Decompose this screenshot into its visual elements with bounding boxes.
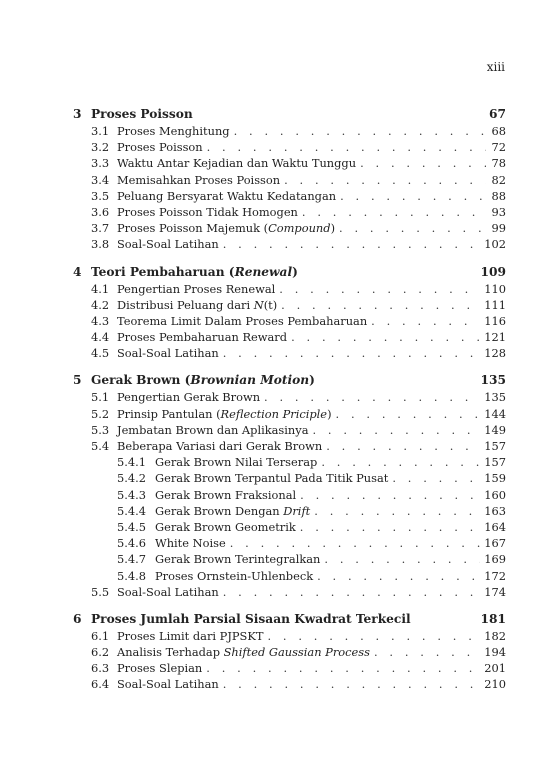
leader-dots	[324, 552, 480, 566]
entry-number: 6.3	[91, 661, 110, 676]
entry-number: 3.6	[91, 204, 110, 219]
chapter-block	[73, 107, 506, 254]
entry-title: Gerak Brown Nilai Terserap	[155, 455, 318, 470]
section-entry[interactable]	[91, 330, 506, 346]
entry-page: 160	[484, 487, 506, 502]
chapter-title-italic: Brownian Motion	[190, 373, 310, 388]
leader-dots	[234, 124, 486, 138]
chapter-title: Gerak Brown (Brownian Motion)	[91, 373, 315, 388]
section-entry[interactable]	[91, 156, 506, 172]
entry-title: Prinsip Pantulan (Reflection Priciple)	[117, 406, 332, 421]
leader-dots	[206, 661, 480, 675]
entry-number: 3.2	[91, 140, 110, 155]
section-entry[interactable]	[91, 677, 506, 693]
entry-page: 149	[484, 422, 506, 437]
section-entry[interactable]	[91, 585, 506, 601]
entry-title: Proses Pembaharuan Reward	[117, 330, 288, 345]
entry-page: 93	[491, 204, 506, 219]
entry-title: Peluang Bersyarat Waktu Kedatangan	[117, 188, 337, 203]
entry-number: 5.4.6	[117, 536, 146, 551]
chapter-gap	[73, 254, 506, 265]
entry-number: 5.4.8	[117, 568, 146, 583]
section-entry[interactable]	[91, 221, 506, 237]
leader-dots	[360, 156, 486, 170]
entry-page: 172	[484, 568, 506, 583]
entry-number: 5.4.3	[117, 487, 146, 502]
entry-page: 88	[491, 188, 506, 203]
entry-title: Beberapa Variasi dari Gerak Brown	[117, 439, 323, 453]
leader-dots	[317, 569, 480, 583]
leader-dots	[321, 455, 480, 469]
entry-page: 99	[491, 221, 506, 236]
leader-dots	[302, 205, 486, 219]
entry-title-italic: Shifted Gaussian Process	[223, 645, 370, 660]
chapter-title-italic: Renewal	[234, 264, 293, 279]
section-entry[interactable]	[91, 173, 506, 189]
entry-title: Soal-Soal Latihan	[117, 346, 219, 361]
leader-dots	[371, 314, 480, 328]
entry-title: Soal-Soal Latihan	[117, 237, 219, 252]
section-entry[interactable]	[91, 346, 506, 362]
section-entry[interactable]	[91, 439, 506, 455]
entry-page: 72	[491, 140, 506, 155]
entry-title: Jembatan Brown dan Aplikasinya	[117, 422, 309, 437]
leader-dots	[300, 488, 480, 502]
leader-dots	[312, 423, 480, 437]
section-entry[interactable]	[91, 423, 506, 439]
entry-title: Soal-Soal Latihan	[117, 677, 219, 692]
chapter-heading[interactable]	[73, 612, 506, 629]
leader-dots	[223, 585, 481, 599]
leader-dots	[267, 629, 480, 643]
chapter-gap	[73, 362, 506, 373]
section-entry[interactable]	[91, 645, 506, 661]
entry-number: 5.2	[91, 406, 110, 421]
entry-title: Soal-Soal Latihan	[117, 584, 219, 599]
section-entry[interactable]	[91, 124, 506, 140]
entry-number: 5.5	[91, 584, 110, 599]
chapter-heading[interactable]	[73, 373, 506, 390]
entry-title: White Noise	[155, 536, 226, 551]
leader-dots	[281, 298, 480, 312]
subsection-entry[interactable]	[91, 520, 506, 536]
subsection-entry[interactable]	[91, 504, 506, 520]
table-of-contents	[73, 107, 506, 694]
entry-number: 5.1	[91, 390, 110, 405]
entry-page: 128	[484, 346, 506, 361]
entry-number: 5.4.1	[117, 455, 146, 470]
entry-title: Proses Menghitung	[117, 124, 230, 138]
leader-dots	[392, 471, 480, 485]
entry-title: Gerak Brown Dengan Drift	[155, 503, 311, 518]
section-entry[interactable]	[91, 237, 506, 253]
leader-dots	[264, 390, 480, 404]
leader-dots	[336, 407, 481, 421]
entry-title-italic: Drift	[283, 503, 311, 518]
entry-page: 144	[484, 406, 506, 421]
section-entry[interactable]	[91, 407, 506, 423]
entry-title: Proses Poisson Majemuk (Compound)	[117, 221, 336, 236]
chapter-page: 135	[480, 373, 506, 388]
section-entry[interactable]	[91, 189, 506, 205]
entry-title: Distribusi Peluang dari N(t)	[117, 297, 278, 312]
entry-page: 78	[491, 156, 506, 171]
chapter-page: 67	[489, 107, 506, 121]
entry-number: 5.4.4	[117, 503, 146, 518]
leader-dots	[291, 330, 480, 344]
leader-dots	[223, 346, 481, 360]
entry-number: 5.3	[91, 422, 110, 437]
chapter-title: Teori Pembaharuan (Renewal)	[91, 264, 298, 279]
chapter-number: 6	[73, 611, 82, 626]
entry-title: Proses Poisson	[117, 140, 203, 155]
entry-title: Memisahkan Proses Poisson	[117, 172, 281, 187]
chapter-entries	[73, 390, 506, 600]
chapter-page: 109	[480, 264, 506, 279]
entry-number: 3.4	[91, 172, 110, 187]
subsection-entry[interactable]	[91, 552, 506, 568]
leader-dots	[207, 140, 486, 154]
entry-number: 4.2	[91, 297, 110, 312]
section-entry[interactable]	[91, 661, 506, 677]
section-entry[interactable]	[91, 140, 506, 156]
chapter-block	[73, 265, 506, 363]
entry-page: 169	[484, 552, 506, 567]
chapter-gap	[73, 601, 506, 612]
entry-page: 163	[484, 503, 506, 518]
entry-title: Gerak Brown Geometrik	[155, 519, 296, 534]
entry-title-italic: Reflection Priciple	[220, 406, 328, 421]
entry-page: 201	[484, 661, 506, 676]
leader-dots	[340, 189, 486, 203]
leader-dots	[223, 237, 481, 251]
chapter-block	[73, 373, 506, 600]
entry-number: 4.4	[91, 330, 110, 345]
entry-page: 164	[484, 519, 506, 534]
chapter-title: Proses Jumlah Parsial Sisaan Kwadrat Terkecil	[91, 611, 411, 626]
entry-title: Pengertian Proses Renewal	[117, 281, 276, 296]
leader-dots	[326, 439, 480, 453]
subsection-entry[interactable]	[91, 536, 506, 552]
section-entry[interactable]	[91, 390, 506, 406]
chapter-number: 4	[73, 264, 82, 279]
entry-page: 68	[491, 124, 506, 138]
entry-number: 5.4	[91, 439, 110, 453]
leader-dots	[230, 536, 481, 550]
chapter-page: 181	[480, 611, 506, 626]
chapter-heading[interactable]	[73, 107, 506, 124]
chapter-entries	[73, 282, 506, 363]
entry-number: 5.4.2	[117, 471, 146, 486]
entry-title-italic: N	[253, 297, 264, 312]
entry-page: 167	[484, 536, 506, 551]
chapter-entries	[73, 629, 506, 694]
leader-dots	[374, 645, 480, 659]
entry-number: 6.4	[91, 677, 110, 692]
entry-page: 102	[484, 237, 506, 252]
entry-page: 82	[491, 172, 506, 187]
entry-number: 5.4.5	[117, 519, 146, 534]
section-entry[interactable]	[91, 314, 506, 330]
leader-dots	[284, 173, 486, 187]
chapter-heading[interactable]	[73, 265, 506, 282]
entry-page: 194	[484, 645, 506, 660]
entry-page: 174	[484, 584, 506, 599]
chapter-block	[73, 612, 506, 694]
entry-page: 159	[484, 471, 506, 486]
chapter-title: Proses Poisson	[91, 107, 193, 121]
section-entry[interactable]	[91, 629, 506, 645]
leader-dots	[339, 221, 486, 235]
entry-page: 111	[484, 297, 506, 312]
entry-title: Analisis Terhadap Shifted Gaussian Process	[117, 645, 370, 660]
leader-dots	[279, 282, 480, 296]
entry-page: 182	[484, 628, 506, 643]
entry-number: 6.2	[91, 645, 110, 660]
entry-page: 135	[484, 390, 506, 405]
section-entry[interactable]	[91, 205, 506, 221]
section-entry[interactable]	[91, 298, 506, 314]
leader-dots	[300, 520, 480, 534]
entry-title: Pengertian Gerak Brown	[117, 390, 261, 405]
chapter-entries	[73, 124, 506, 254]
entry-number: 5.4.7	[117, 552, 146, 567]
entry-title-italic: Compound	[268, 221, 331, 236]
entry-title: Gerak Brown Terpantul Pada Titik Pusat	[155, 471, 389, 486]
entry-title: Teorema Limit Dalam Proses Pembaharuan	[117, 313, 368, 328]
entry-title: Proses Ornstein-Uhlenbeck	[155, 568, 314, 583]
page-number: xiii	[486, 60, 505, 74]
subsection-entry[interactable]	[91, 488, 506, 504]
leader-dots	[223, 677, 481, 691]
subsection-entry[interactable]	[91, 471, 506, 487]
entry-page: 210	[484, 677, 506, 692]
subsection-entry[interactable]	[91, 569, 506, 585]
entry-number: 3.7	[91, 221, 110, 236]
entry-page: 157	[484, 455, 506, 470]
entry-title: Proses Slepian	[117, 661, 203, 676]
entry-title: Gerak Brown Terintegralkan	[155, 552, 321, 567]
entry-number: 4.1	[91, 281, 110, 296]
entry-page: 121	[484, 330, 506, 345]
entry-title: Proses Poisson Tidak Homogen	[117, 204, 298, 219]
entry-number: 3.8	[91, 237, 110, 252]
entry-title: Gerak Brown Fraksional	[155, 487, 297, 502]
entry-number: 3.3	[91, 156, 110, 171]
entry-title: Waktu Antar Kejadian dan Waktu Tunggu	[117, 156, 357, 171]
subsection-entry[interactable]	[91, 455, 506, 471]
chapter-number: 3	[73, 107, 82, 121]
entry-title: Proses Limit dari PJPSKT	[117, 628, 264, 643]
section-entry[interactable]	[91, 282, 506, 298]
entry-page: 116	[484, 313, 506, 328]
entry-number: 3.1	[91, 124, 110, 138]
entry-number: 6.1	[91, 628, 110, 643]
entry-number: 3.5	[91, 188, 110, 203]
chapter-number: 5	[73, 373, 82, 388]
entry-number: 4.5	[91, 346, 110, 361]
entry-page: 110	[484, 281, 506, 296]
entry-number: 4.3	[91, 313, 110, 328]
entry-page: 157	[484, 439, 506, 453]
leader-dots	[314, 504, 480, 518]
